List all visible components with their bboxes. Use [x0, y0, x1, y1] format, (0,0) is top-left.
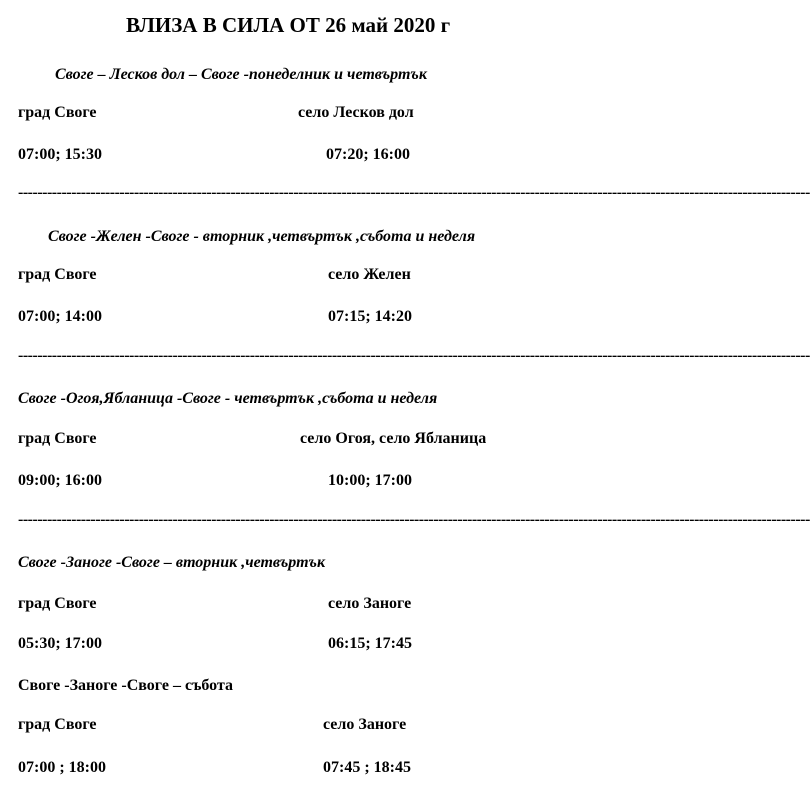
route-title: Своге – Лесков дол – Своге -понеделник и четвъртък [55, 66, 427, 83]
divider: -------------------------------------------------------------------------------------------------------------------------------------------------------------------- [18, 347, 810, 364]
arrival-stop: село Заноге [323, 716, 407, 733]
departure-stop: град Своге [18, 595, 97, 612]
departure-times: 05:30; 17:00 [18, 635, 102, 652]
departure-times: 07:00; 15:30 [18, 146, 102, 163]
arrival-stop: село Лесков дол [298, 104, 414, 121]
departure-times: 09:00; 16:00 [18, 472, 102, 489]
arrival-times: 06:15; 17:45 [328, 635, 412, 652]
departure-stop: град Своге [18, 104, 97, 121]
arrival-times: 07:15; 14:20 [328, 308, 412, 325]
departure-stop: град Своге [18, 266, 97, 283]
divider: -------------------------------------------------------------------------------------------------------------------------------------------------------------------- [18, 184, 810, 201]
arrival-times: 07:20; 16:00 [326, 146, 410, 163]
departure-stop: град Своге [18, 430, 97, 447]
departure-stop: град Своге [18, 716, 97, 733]
arrival-times: 10:00; 17:00 [328, 472, 412, 489]
arrival-stop: село Желен [328, 266, 411, 283]
departure-times: 07:00; 14:00 [18, 308, 102, 325]
arrival-stop: село Заноге [328, 595, 412, 612]
route-title: Своге -Желен -Своге - вторник ,четвъртък ,събота и неделя [48, 228, 476, 245]
route-title: Своге -Заноге -Своге – събота [18, 677, 234, 694]
page-title: ВЛИЗА В СИЛА ОТ 26 май 2020 г [126, 13, 451, 37]
route-title: Своге -Огоя,Ябланица -Своге - четвъртък ,събота и неделя [18, 390, 438, 407]
arrival-stop: село Огоя, село Ябланица [300, 430, 487, 447]
route-title: Своге -Заноге -Своге – вторник ,четвъртък [18, 554, 326, 571]
divider: -------------------------------------------------------------------------------------------------------------------------------------------------------------------- [18, 511, 810, 528]
arrival-times: 07:45 ; 18:45 [323, 759, 411, 776]
departure-times: 07:00 ; 18:00 [18, 759, 106, 776]
